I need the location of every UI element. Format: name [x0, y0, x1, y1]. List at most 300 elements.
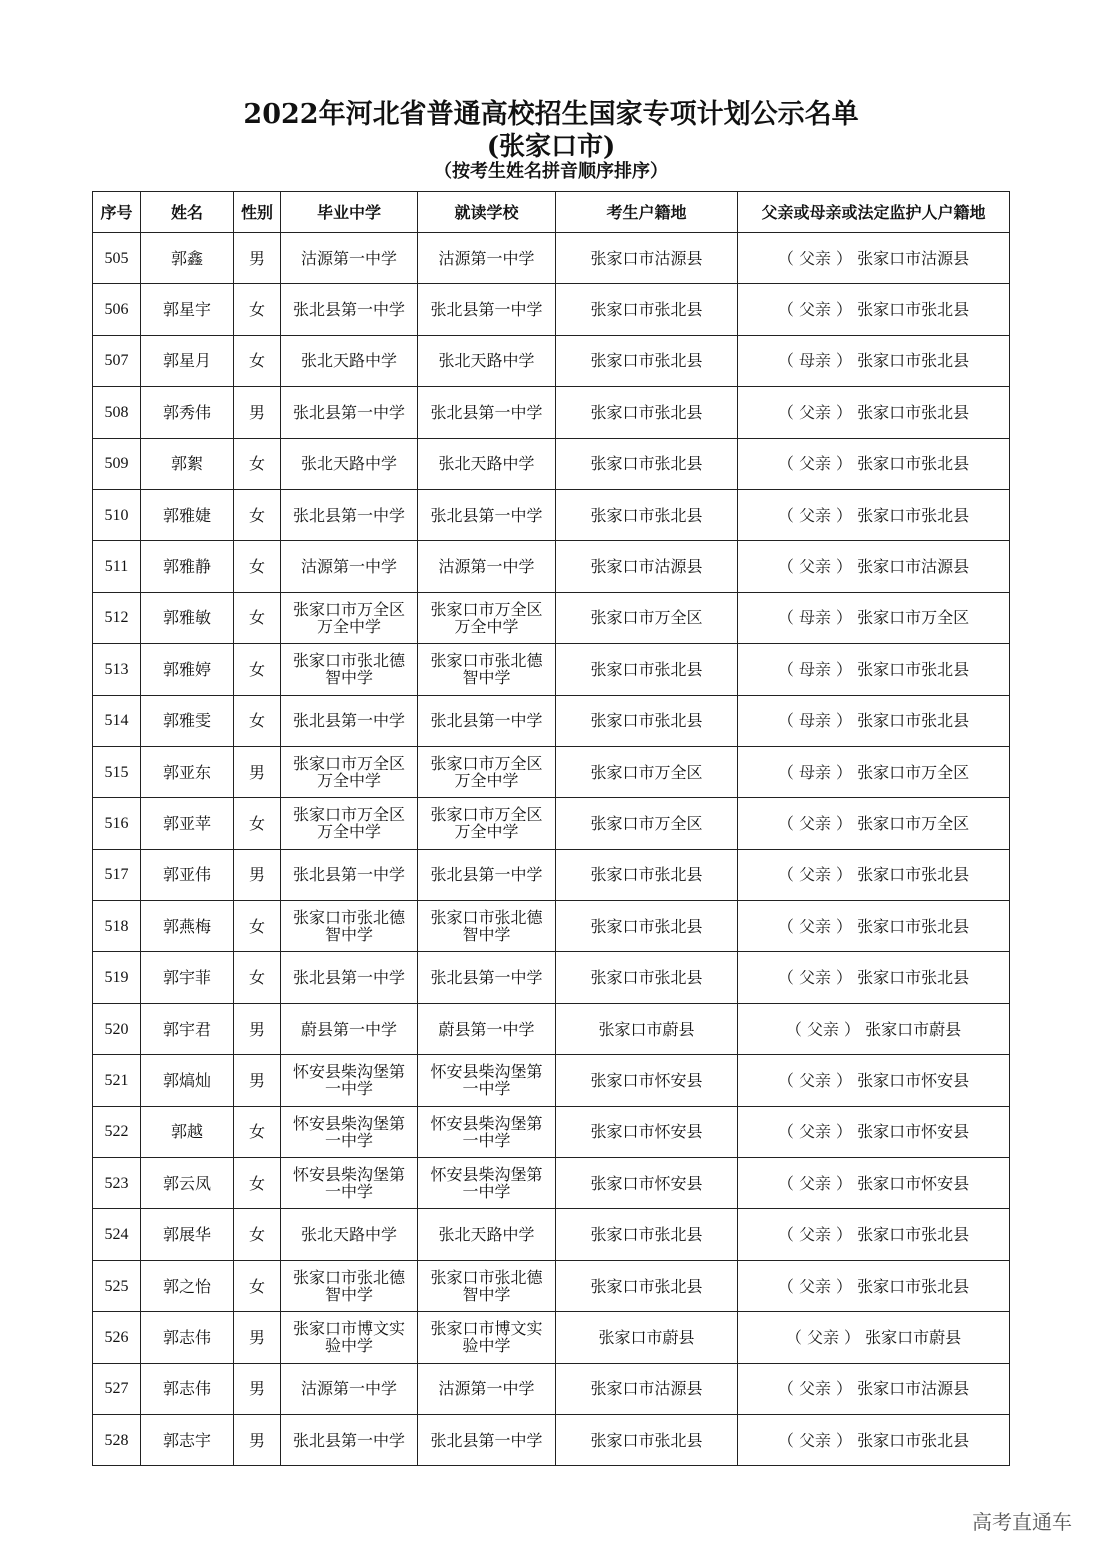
- guardian-location: 张家口市蔚县: [865, 1019, 962, 1039]
- cell-current-school: 张北县第一中学: [418, 695, 556, 746]
- paren-close: ）: [830, 300, 858, 320]
- cell-household-registration: 张家口市张北县: [556, 1414, 738, 1465]
- cell-name: 郭越: [141, 1106, 234, 1157]
- guardian-location: 张家口市张北县: [857, 1430, 970, 1450]
- cell-household-registration: 张家口市万全区: [556, 746, 738, 797]
- cell-guardian-registration: [738, 1312, 1010, 1363]
- document-subtitle: (张家口市): [486, 132, 616, 162]
- guardian-location: 张家口市张北县: [857, 916, 970, 936]
- column-header-name: 姓名: [141, 192, 234, 233]
- cell-gender: 女: [234, 952, 281, 1003]
- cell-household-registration: 张家口市张北县: [556, 489, 738, 540]
- cell-name: 郭亚伟: [141, 849, 234, 900]
- paren-open: （: [785, 1019, 807, 1039]
- cell-household-registration: 张家口市张北县: [556, 387, 738, 438]
- guardian-relation: 母亲: [798, 762, 831, 782]
- cell-guardian-registration: [738, 1260, 1010, 1311]
- guardian-location: 张家口市张北县: [857, 454, 970, 474]
- table-row: [93, 1055, 1010, 1106]
- cell-guardian-registration: [738, 644, 1010, 695]
- paren-open: （: [777, 1173, 799, 1193]
- cell-current-school: 张家口市万全区万全中学: [418, 798, 556, 849]
- cell-current-school: 张家口市张北德智中学: [418, 1260, 556, 1311]
- column-header-current-school: 就读学校: [418, 192, 556, 233]
- cell-graduated-school: 张北县第一中学: [281, 952, 418, 1003]
- table-row: [93, 1209, 1010, 1260]
- table-row: [93, 1363, 1010, 1414]
- guardian-location: 张家口市张北县: [857, 711, 970, 731]
- cell-index: 512: [93, 592, 141, 643]
- cell-guardian-registration: [738, 1414, 1010, 1465]
- guardian-location: 张家口市张北县: [857, 659, 970, 679]
- guardian-relation: 母亲: [798, 711, 831, 731]
- cell-name: 郭雅雯: [141, 695, 234, 746]
- paren-close: ）: [830, 1276, 858, 1296]
- cell-guardian-registration: [738, 592, 1010, 643]
- cell-gender: 男: [234, 849, 281, 900]
- cell-index: 522: [93, 1106, 141, 1157]
- cell-current-school: 张北县第一中学: [418, 489, 556, 540]
- cell-gender: 男: [234, 1312, 281, 1363]
- paren-close: ）: [830, 762, 858, 782]
- guardian-relation: 父亲: [798, 454, 831, 474]
- cell-graduated-school: 沽源第一中学: [281, 1363, 418, 1414]
- cell-graduated-school: 张家口市张北德智中学: [281, 901, 418, 952]
- guardian-relation: 父亲: [798, 1276, 831, 1296]
- cell-guardian-registration: [738, 438, 1010, 489]
- cell-graduated-school: 张家口市张北德智中学: [281, 1260, 418, 1311]
- paren-close: ）: [830, 711, 858, 731]
- cell-graduated-school: 张北县第一中学: [281, 489, 418, 540]
- cell-name: 郭雅敏: [141, 592, 234, 643]
- cell-current-school: 沽源第一中学: [418, 1363, 556, 1414]
- guardian-location: 张家口市怀安县: [857, 1122, 970, 1142]
- cell-household-registration: 张家口市张北县: [556, 335, 738, 386]
- guardian-location: 张家口市万全区: [857, 813, 970, 833]
- cell-index: 507: [93, 335, 141, 386]
- paren-open: （: [777, 402, 799, 422]
- cell-index: 505: [93, 233, 141, 284]
- cell-household-registration: 张家口市张北县: [556, 284, 738, 335]
- cell-current-school: 怀安县柴沟堡第一中学: [418, 1055, 556, 1106]
- cell-name: 郭雅婷: [141, 644, 234, 695]
- cell-graduated-school: 沽源第一中学: [281, 541, 418, 592]
- cell-current-school: 张北县第一中学: [418, 1414, 556, 1465]
- guardian-relation: 父亲: [798, 402, 831, 422]
- cell-current-school: 张北天路中学: [418, 1209, 556, 1260]
- table-row: [93, 1106, 1010, 1157]
- cell-current-school: 张家口市博文实验中学: [418, 1312, 556, 1363]
- cell-guardian-registration: [738, 1106, 1010, 1157]
- cell-index: 509: [93, 438, 141, 489]
- table-row: [93, 1260, 1010, 1311]
- guardian-relation: 父亲: [798, 1430, 831, 1450]
- cell-household-registration: 张家口市张北县: [556, 695, 738, 746]
- cell-household-registration: 张家口市怀安县: [556, 1158, 738, 1209]
- guardian-location: 张家口市万全区: [857, 608, 970, 628]
- paren-open: （: [777, 1430, 799, 1450]
- cell-current-school: 张北县第一中学: [418, 849, 556, 900]
- cell-household-registration: 张家口市张北县: [556, 438, 738, 489]
- cell-gender: 女: [234, 284, 281, 335]
- cell-name: 郭志伟: [141, 1312, 234, 1363]
- paren-close: ）: [830, 505, 858, 525]
- cell-current-school: 张北天路中学: [418, 335, 556, 386]
- cell-guardian-registration: [738, 233, 1010, 284]
- paren-open: （: [777, 813, 799, 833]
- table-row: [93, 746, 1010, 797]
- cell-current-school: 张北县第一中学: [418, 952, 556, 1003]
- table-row: [93, 952, 1010, 1003]
- cell-gender: 女: [234, 798, 281, 849]
- paren-open: （: [777, 1070, 799, 1090]
- cell-graduated-school: 张家口市万全区万全中学: [281, 746, 418, 797]
- paren-close: ）: [830, 1379, 858, 1399]
- paren-close: ）: [830, 916, 858, 936]
- cell-gender: 女: [234, 1158, 281, 1209]
- cell-guardian-registration: [738, 746, 1010, 797]
- cell-guardian-registration: [738, 901, 1010, 952]
- cell-gender: 男: [234, 1363, 281, 1414]
- guardian-relation: 父亲: [806, 1019, 839, 1039]
- cell-current-school: 怀安县柴沟堡第一中学: [418, 1158, 556, 1209]
- column-header-index: 序号: [93, 192, 141, 233]
- cell-index: 521: [93, 1055, 141, 1106]
- cell-index: 515: [93, 746, 141, 797]
- cell-household-registration: 张家口市张北县: [556, 1209, 738, 1260]
- cell-name: 郭云凤: [141, 1158, 234, 1209]
- cell-current-school: 张北县第一中学: [418, 284, 556, 335]
- column-header-guardian-registration: 父亲或母亲或法定监护人户籍地: [738, 192, 1010, 233]
- table-row: [93, 1312, 1010, 1363]
- guardian-relation: 母亲: [798, 351, 831, 371]
- cell-graduated-school: 张北县第一中学: [281, 387, 418, 438]
- cell-index: 528: [93, 1414, 141, 1465]
- cell-gender: 女: [234, 1106, 281, 1157]
- cell-index: 506: [93, 284, 141, 335]
- cell-household-registration: 张家口市万全区: [556, 592, 738, 643]
- guardian-location: 张家口市张北县: [857, 402, 970, 422]
- cell-gender: 男: [234, 1414, 281, 1465]
- paren-open: （: [777, 608, 799, 628]
- guardian-relation: 父亲: [798, 300, 831, 320]
- paren-close: ）: [830, 402, 858, 422]
- cell-household-registration: 张家口市怀安县: [556, 1106, 738, 1157]
- table-row: [93, 387, 1010, 438]
- cell-household-registration: 张家口市沽源县: [556, 1363, 738, 1414]
- cell-current-school: 沽源第一中学: [418, 233, 556, 284]
- cell-gender: 女: [234, 489, 281, 540]
- cell-gender: 男: [234, 1003, 281, 1054]
- cell-graduated-school: 沽源第一中学: [281, 233, 418, 284]
- cell-graduated-school: 张家口市张北德智中学: [281, 644, 418, 695]
- paren-open: （: [777, 865, 799, 885]
- paren-close: ）: [830, 813, 858, 833]
- cell-index: 523: [93, 1158, 141, 1209]
- cell-graduated-school: 张北县第一中学: [281, 1414, 418, 1465]
- cell-graduated-school: 张北天路中学: [281, 1209, 418, 1260]
- cell-index: 518: [93, 901, 141, 952]
- paren-open: （: [777, 968, 799, 988]
- cell-current-school: 张家口市张北德智中学: [418, 901, 556, 952]
- table-row: [93, 233, 1010, 284]
- cell-index: 516: [93, 798, 141, 849]
- cell-index: 514: [93, 695, 141, 746]
- paren-open: （: [777, 1276, 799, 1296]
- guardian-location: 张家口市张北县: [857, 351, 970, 371]
- cell-gender: 男: [234, 387, 281, 438]
- cell-name: 郭亚苹: [141, 798, 234, 849]
- cell-index: 513: [93, 644, 141, 695]
- cell-guardian-registration: [738, 798, 1010, 849]
- guardian-relation: 父亲: [798, 813, 831, 833]
- cell-guardian-registration: [738, 1209, 1010, 1260]
- guardian-relation: 父亲: [806, 1327, 839, 1347]
- guardian-relation: 父亲: [798, 1122, 831, 1142]
- guardian-relation: 父亲: [798, 916, 831, 936]
- guardian-location: 张家口市张北县: [857, 968, 970, 988]
- cell-household-registration: 张家口市怀安县: [556, 1055, 738, 1106]
- paren-close: ）: [830, 1430, 858, 1450]
- table-row: [93, 335, 1010, 386]
- cell-index: 510: [93, 489, 141, 540]
- watermark: 高考直通车: [972, 1510, 1072, 1534]
- cell-guardian-registration: [738, 849, 1010, 900]
- cell-current-school: 张家口市万全区万全中学: [418, 592, 556, 643]
- guardian-relation: 父亲: [798, 1070, 831, 1090]
- cell-name: 郭秀伟: [141, 387, 234, 438]
- guardian-location: 张家口市张北县: [857, 1225, 970, 1245]
- cell-name: 郭鑫: [141, 233, 234, 284]
- table-row: [93, 541, 1010, 592]
- paren-close: ）: [830, 608, 858, 628]
- cell-current-school: 沽源第一中学: [418, 541, 556, 592]
- cell-gender: 女: [234, 695, 281, 746]
- cell-guardian-registration: [738, 1363, 1010, 1414]
- cell-name: 郭之怡: [141, 1260, 234, 1311]
- cell-gender: 男: [234, 1055, 281, 1106]
- paren-open: （: [777, 659, 799, 679]
- guardian-location: 张家口市张北县: [857, 865, 970, 885]
- cell-guardian-registration: [738, 1055, 1010, 1106]
- cell-gender: 女: [234, 541, 281, 592]
- paren-close: ）: [830, 1173, 858, 1193]
- cell-index: 511: [93, 541, 141, 592]
- guardian-location: 张家口市蔚县: [865, 1327, 962, 1347]
- cell-index: 526: [93, 1312, 141, 1363]
- paren-close: ）: [830, 1122, 858, 1142]
- cell-graduated-school: 张家口市万全区万全中学: [281, 798, 418, 849]
- table-header-row: [93, 192, 1010, 233]
- cell-household-registration: 张家口市沽源县: [556, 233, 738, 284]
- cell-graduated-school: 怀安县柴沟堡第一中学: [281, 1055, 418, 1106]
- cell-index: 519: [93, 952, 141, 1003]
- cell-name: 郭雅婕: [141, 489, 234, 540]
- cell-current-school: 张家口市万全区万全中学: [418, 746, 556, 797]
- document-title: 2022年河北省普通高校招生国家专项计划公示名单: [243, 99, 859, 130]
- paren-close: ）: [830, 557, 858, 577]
- cell-name: 郭星宇: [141, 284, 234, 335]
- cell-household-registration: 张家口市张北县: [556, 849, 738, 900]
- cell-current-school: 蔚县第一中学: [418, 1003, 556, 1054]
- paren-open: （: [785, 1327, 807, 1347]
- paren-close: ）: [830, 865, 858, 885]
- cell-graduated-school: 张家口市博文实验中学: [281, 1312, 418, 1363]
- cell-graduated-school: 张家口市万全区万全中学: [281, 592, 418, 643]
- table-row: [93, 644, 1010, 695]
- cell-household-registration: 张家口市张北县: [556, 952, 738, 1003]
- cell-graduated-school: 张北县第一中学: [281, 284, 418, 335]
- cell-graduated-school: 怀安县柴沟堡第一中学: [281, 1158, 418, 1209]
- paren-open: （: [777, 248, 799, 268]
- cell-name: 郭燕梅: [141, 901, 234, 952]
- cell-guardian-registration: [738, 695, 1010, 746]
- guardian-relation: 父亲: [798, 1379, 831, 1399]
- cell-household-registration: 张家口市沽源县: [556, 541, 738, 592]
- paren-close: ）: [830, 1070, 858, 1090]
- cell-graduated-school: 张北县第一中学: [281, 695, 418, 746]
- cell-name: 郭宇菲: [141, 952, 234, 1003]
- paren-open: （: [777, 1379, 799, 1399]
- table-row: [93, 1003, 1010, 1054]
- cell-current-school: 张北天路中学: [418, 438, 556, 489]
- guardian-relation: 父亲: [798, 505, 831, 525]
- cell-guardian-registration: [738, 284, 1010, 335]
- cell-index: 520: [93, 1003, 141, 1054]
- paren-open: （: [777, 762, 799, 782]
- cell-guardian-registration: [738, 1003, 1010, 1054]
- guardian-relation: 父亲: [798, 557, 831, 577]
- paren-open: （: [777, 1122, 799, 1142]
- paren-open: （: [777, 711, 799, 731]
- guardian-location: 张家口市怀安县: [857, 1173, 970, 1193]
- cell-graduated-school: 张北天路中学: [281, 438, 418, 489]
- column-header-graduated-school: 毕业中学: [281, 192, 418, 233]
- admission-list-table: [92, 191, 1010, 1466]
- column-header-household-registration: 考生户籍地: [556, 192, 738, 233]
- cell-gender: 女: [234, 438, 281, 489]
- cell-current-school: 怀安县柴沟堡第一中学: [418, 1106, 556, 1157]
- cell-guardian-registration: [738, 541, 1010, 592]
- cell-guardian-registration: [738, 1158, 1010, 1209]
- paren-open: （: [777, 916, 799, 936]
- table-row: [93, 1414, 1010, 1465]
- cell-gender: 男: [234, 746, 281, 797]
- cell-household-registration: 张家口市万全区: [556, 798, 738, 849]
- column-header-gender: 性别: [234, 192, 281, 233]
- cell-index: 527: [93, 1363, 141, 1414]
- cell-index: 508: [93, 387, 141, 438]
- guardian-relation: 父亲: [798, 1225, 831, 1245]
- paren-close: ）: [830, 1225, 858, 1245]
- paren-close: ）: [830, 968, 858, 988]
- guardian-location: 张家口市张北县: [857, 1276, 970, 1296]
- table-row: [93, 284, 1010, 335]
- cell-name: 郭絮: [141, 438, 234, 489]
- paren-open: （: [777, 1225, 799, 1245]
- guardian-location: 张家口市沽源县: [857, 557, 970, 577]
- cell-name: 郭星月: [141, 335, 234, 386]
- table-row: [93, 798, 1010, 849]
- cell-graduated-school: 怀安县柴沟堡第一中学: [281, 1106, 418, 1157]
- paren-close: ）: [830, 659, 858, 679]
- paren-open: （: [777, 454, 799, 474]
- table-row: [93, 849, 1010, 900]
- paren-close: ）: [830, 454, 858, 474]
- cell-gender: 女: [234, 644, 281, 695]
- cell-household-registration: 张家口市蔚县: [556, 1003, 738, 1054]
- cell-guardian-registration: [738, 335, 1010, 386]
- cell-index: 524: [93, 1209, 141, 1260]
- table-row: [93, 901, 1010, 952]
- cell-gender: 女: [234, 901, 281, 952]
- cell-gender: 女: [234, 1260, 281, 1311]
- table-row: [93, 489, 1010, 540]
- paren-open: （: [777, 557, 799, 577]
- table-row: [93, 695, 1010, 746]
- guardian-relation: 父亲: [798, 248, 831, 268]
- guardian-location: 张家口市张北县: [857, 505, 970, 525]
- cell-name: 郭熇灿: [141, 1055, 234, 1106]
- cell-current-school: 张北县第一中学: [418, 387, 556, 438]
- cell-name: 郭宇君: [141, 1003, 234, 1054]
- sort-note: （按考生姓名拼音顺序排序）: [434, 161, 668, 182]
- cell-household-registration: 张家口市张北县: [556, 1260, 738, 1311]
- paren-close: ）: [830, 351, 858, 371]
- cell-guardian-registration: [738, 489, 1010, 540]
- paren-open: （: [777, 300, 799, 320]
- cell-household-registration: 张家口市张北县: [556, 644, 738, 695]
- guardian-relation: 母亲: [798, 659, 831, 679]
- cell-graduated-school: 张北县第一中学: [281, 849, 418, 900]
- cell-index: 517: [93, 849, 141, 900]
- cell-name: 郭雅静: [141, 541, 234, 592]
- cell-gender: 女: [234, 592, 281, 643]
- table-row: [93, 438, 1010, 489]
- cell-name: 郭志伟: [141, 1363, 234, 1414]
- cell-gender: 女: [234, 1209, 281, 1260]
- table-row: [93, 592, 1010, 643]
- cell-graduated-school: 张北天路中学: [281, 335, 418, 386]
- guardian-location: 张家口市沽源县: [857, 248, 970, 268]
- cell-gender: 女: [234, 335, 281, 386]
- cell-name: 郭展华: [141, 1209, 234, 1260]
- guardian-location: 张家口市万全区: [857, 762, 970, 782]
- guardian-relation: 父亲: [798, 865, 831, 885]
- guardian-relation: 父亲: [798, 1173, 831, 1193]
- paren-close: ）: [838, 1327, 866, 1347]
- cell-gender: 男: [234, 233, 281, 284]
- paren-close: ）: [838, 1019, 866, 1039]
- guardian-relation: 母亲: [798, 608, 831, 628]
- paren-open: （: [777, 505, 799, 525]
- guardian-relation: 父亲: [798, 968, 831, 988]
- guardian-location: 张家口市怀安县: [857, 1070, 970, 1090]
- table-row: [93, 1158, 1010, 1209]
- cell-graduated-school: 蔚县第一中学: [281, 1003, 418, 1054]
- cell-guardian-registration: [738, 387, 1010, 438]
- cell-current-school: 张家口市张北德智中学: [418, 644, 556, 695]
- guardian-location: 张家口市沽源县: [857, 1379, 970, 1399]
- cell-guardian-registration: [738, 952, 1010, 1003]
- paren-open: （: [777, 351, 799, 371]
- cell-index: 525: [93, 1260, 141, 1311]
- cell-household-registration: 张家口市张北县: [556, 901, 738, 952]
- paren-close: ）: [830, 248, 858, 268]
- cell-name: 郭亚东: [141, 746, 234, 797]
- cell-name: 郭志宇: [141, 1414, 234, 1465]
- cell-household-registration: 张家口市蔚县: [556, 1312, 738, 1363]
